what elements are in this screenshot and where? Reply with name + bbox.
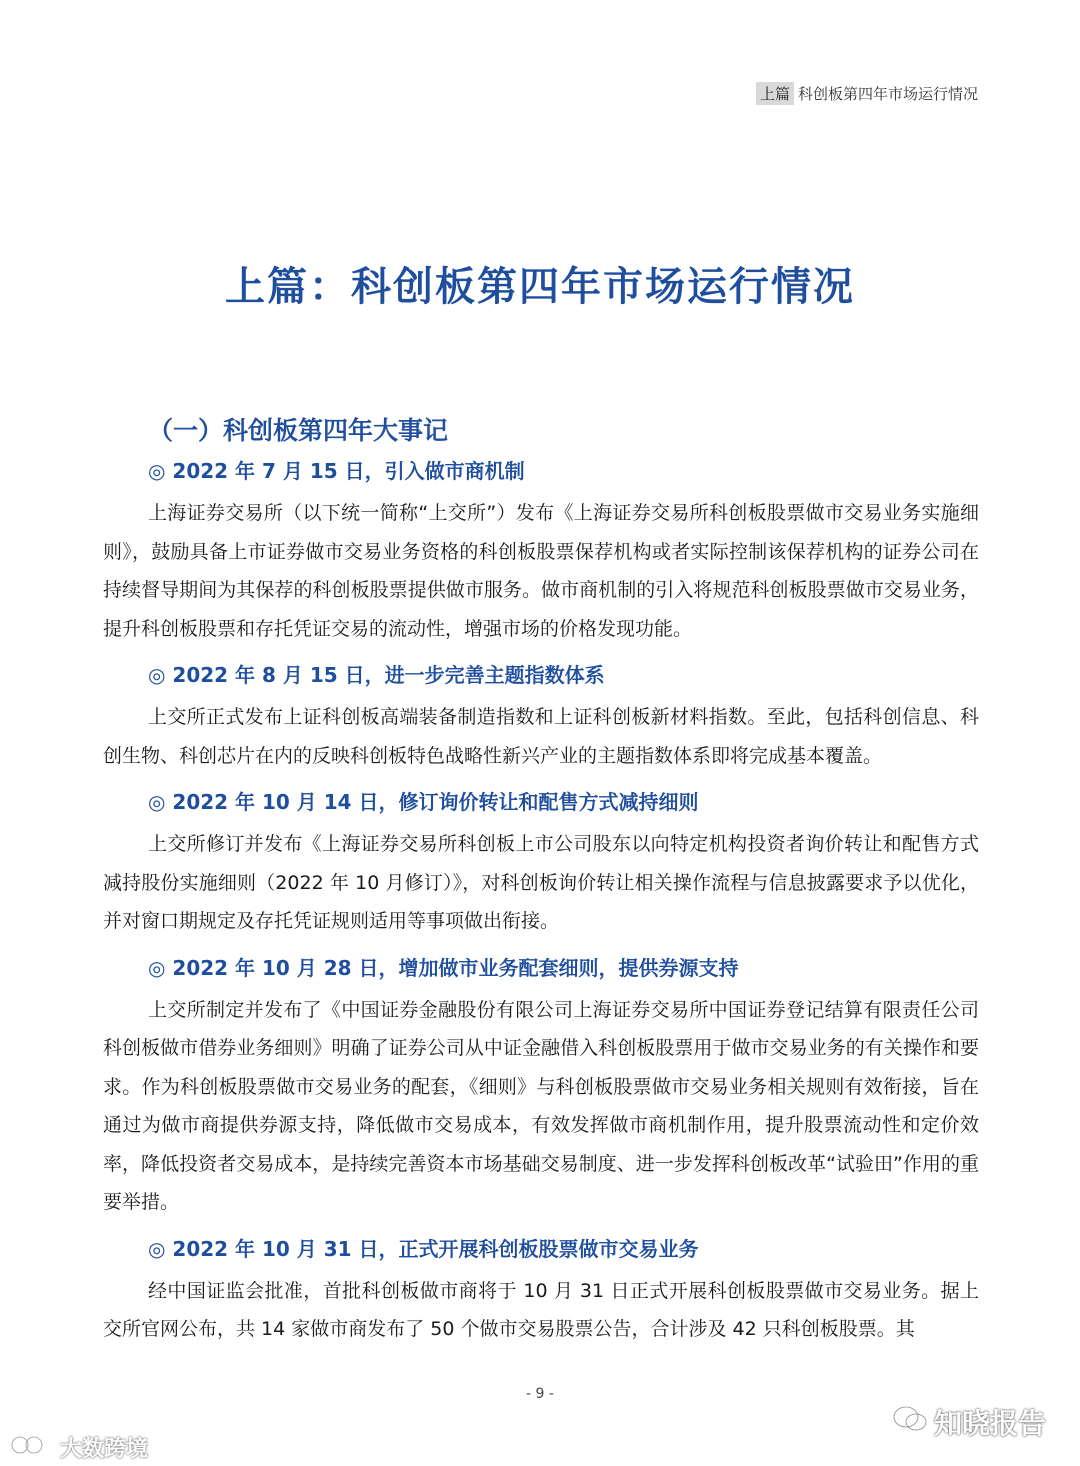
event-body: 上交所修订并发布《上海证券交易所科创板上市公司股东以向特定机构投资者询价转让和配售方式减持股份实施细则（2022 年 10 月修订）》，对科创板询价转让相关操作流程与信息披露要求予以优化，并对窗口期规定及存托凭证规则适用等事项做出衔接。 (103, 833, 979, 932)
event-body: 上海证券交易所（以下统一简称“上交所”）发布《上海证券交易所科创板股票做市交易业务实施细则》，鼓励具备上市证券做市交易业务资格的科创板股票保荐机构或者实际控制该保荐机构的证券公司在持续督导期间为其保荐的科创板股票提供做市服务。做市商机制的引入将规范科创板股票做市交易业务，提升科创板股票和存托凭证交易的流动性，增强市场的价格发现功能。 (103, 502, 979, 640)
event-item (103, 656, 979, 775)
running-header (756, 82, 978, 105)
page-title: 上篇：科创板第四年市场运行情况 (225, 264, 855, 310)
events-list (103, 452, 979, 1357)
event-title: ◎ 2022 年 8 月 15 日，进一步完善主题指数体系 (148, 663, 605, 687)
brand-logo-icon (10, 1433, 54, 1463)
event-body: 经中国证监会批准，首批科创板做市商将于 10 月 31 日正式开展科创板股票做市交易业务。据上交所官网公布，共 14 家做市商发布了 50 个做市交易股票公告，合计涉及 42 只科创板股票。其 (103, 1279, 979, 1340)
wechat-icon (892, 1404, 928, 1441)
event-item (103, 452, 979, 648)
section-heading: （一）科创板第四年大事记 (148, 416, 449, 445)
watermark-left (10, 1432, 148, 1463)
event-title: ◎ 2022 年 10 月 28 日，增加做市业务配套细则，提供券源支持 (148, 955, 739, 980)
event-title: ◎ 2022 年 7 月 15 日，引入做市商机制 (148, 459, 525, 483)
event-title: ◎ 2022 年 10 月 14 日，修订询价转让和配售方式减持细则 (148, 790, 699, 814)
event-item (103, 783, 979, 941)
watermark-right-text: 知晓报告 (933, 1407, 1046, 1440)
event-item (103, 949, 979, 1222)
event-body: 上交所制定并发布了《中国证券金融股份有限公司上海证券交易所中国证券登记结算有限责任公司科创板做市借券业务细则》明确了证券公司从中证金融借入科创板股票用于做市交易业务的有关操作和要求。作为科创板股票做市交易业务的配套，《细则》与科创板股票做市交易业务相关规则有效衔接，旨在通过为做市商提供券源支持，降低做市交易成本，有效发挥做市商机制作用，提升股票流动性和定价效率，降低投资者交易成本，是持续完善资本市场基础交易制度、进一步发挥科创板改革“试验田”作用的重要举措。 (103, 998, 979, 1213)
event-item (103, 1230, 979, 1349)
event-title: ◎ 2022 年 10 月 31 日，正式开展科创板股票做市交易业务 (148, 1236, 699, 1261)
header-text: 科创板第四年市场运行情况 (797, 85, 978, 103)
watermark-right (892, 1402, 1046, 1442)
watermark-left-text: 大数跨境 (60, 1437, 149, 1462)
page-number: - 9 - (526, 1386, 554, 1402)
header-tag: 上篇 (756, 82, 794, 105)
event-body: 上交所正式发布上证科创板高端装备制造指数和上证科创板新材料指数。至此，包括科创信息、科创生物、科创芯片在内的反映科创板特色战略性新兴产业的主题指数体系即将完成基本覆盖。 (103, 706, 979, 767)
